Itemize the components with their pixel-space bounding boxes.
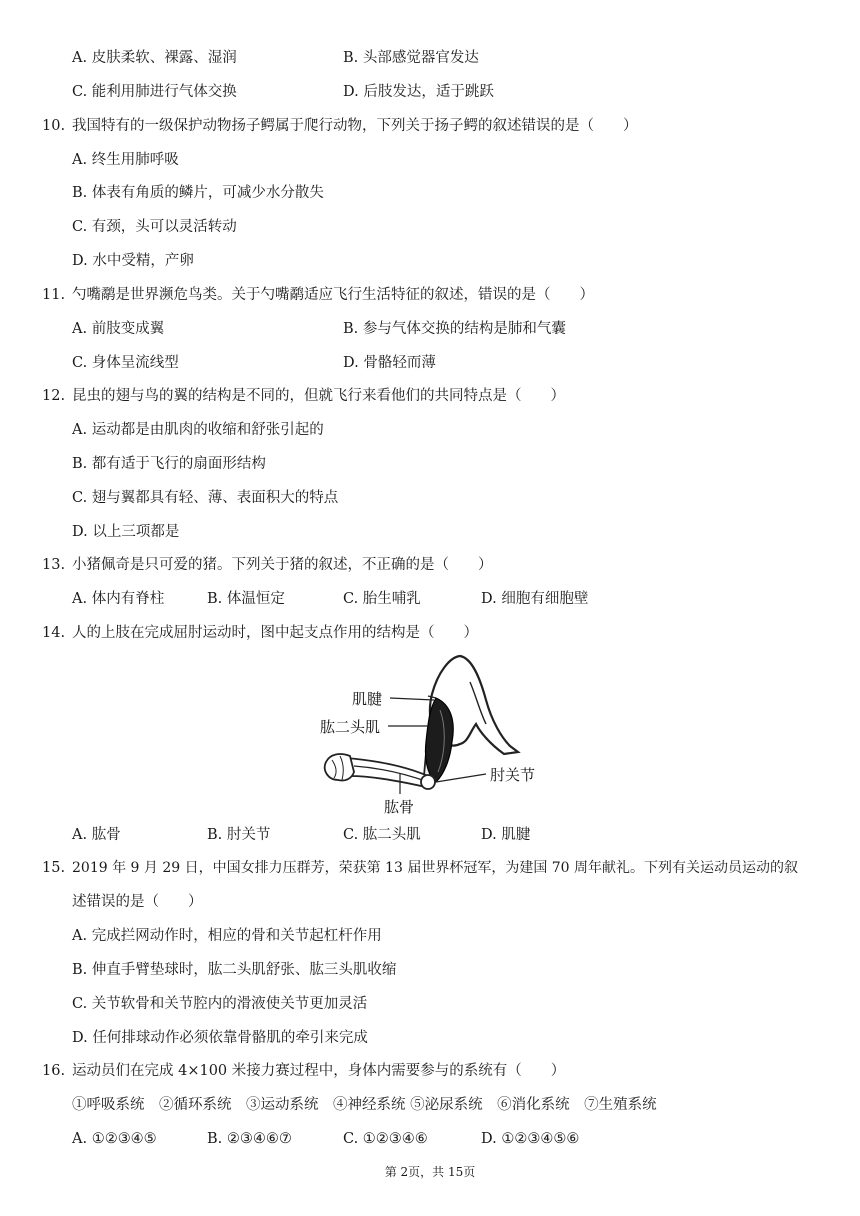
hand-outline [325, 754, 354, 781]
q9-option-d: D. 后肢发达，适于跳跃 [343, 84, 494, 100]
q16-option-b: B. ②③④⑥⑦ [207, 1131, 292, 1147]
q14-option-c: C. 肱二头肌 [343, 827, 421, 843]
q15-option-c: C. 关节软骨和关节腔内的滑液使关节更加灵活 [72, 996, 368, 1012]
page-footer: 第 2页，共 15页 [384, 1165, 476, 1179]
q9-option-b: B. 头部感觉器官发达 [343, 50, 479, 66]
q16-option-a: A. ①②③④⑤ [72, 1131, 157, 1147]
q15-stem-line1: 2019 年 9 月 29 日，中国女排力压群芳，荣获第 13 届世界杯冠军，为建国 70 周年献礼。下列有关运动员运动的叙 [72, 860, 799, 876]
q11-option-c: C. 身体呈流线型 [72, 355, 179, 371]
q11-stem: 勺嘴鹬是世界濒危鸟类。关于勺嘴鹬适应飞行生活特征的叙述，错误的是（ ） [72, 287, 594, 303]
q13-option-d: D. 细胞有细胞壁 [481, 591, 589, 607]
q13-option-b: B. 体温恒定 [207, 591, 285, 607]
q15-option-b: B. 伸直手臂垫球时，肱二头肌舒张、肱三头肌收缩 [72, 962, 397, 978]
q14-option-d: D. 肌腱 [481, 827, 531, 843]
q16-number: 16. [42, 1063, 66, 1079]
q9-option-c: C. 能利用肺进行气体交换 [72, 84, 237, 100]
elbow-joint [421, 775, 435, 789]
q11-option-a: A. 前肢变成翼 [72, 321, 165, 337]
q12-option-a: A. 运动都是由肌肉的收缩和舒张引起的 [72, 422, 324, 438]
q16-option-c: C. ①②③④⑥ [343, 1131, 428, 1147]
q12-stem: 昆虫的翅与鸟的翼的结构是不同的，但就飞行来看他们的共同特点是（ ） [72, 388, 565, 404]
q14-number: 14. [42, 625, 66, 641]
q16-stem: 运动员们在完成 4×100 米接力赛过程中，身体内需要参与的系统有（ ） [72, 1063, 566, 1079]
q10-number: 10. [42, 118, 66, 134]
q12-option-c: C. 翅与翼都具有轻、薄、表面积大的特点 [72, 490, 339, 506]
q15-option-a: A. 完成拦网动作时，相应的骨和关节起杠杆作用 [72, 928, 382, 944]
q11-number: 11. [42, 287, 66, 303]
label-tendon: 肌腱 [352, 690, 383, 708]
q10-option-a: A. 终生用肺呼吸 [72, 152, 179, 168]
q13-option-a: A. 体内有脊柱 [72, 591, 165, 607]
q11-option-d: D. 骨骼轻而薄 [343, 355, 436, 371]
q16-option-d: D. ①②③④⑤⑥ [481, 1131, 580, 1147]
q12-option-b: B. 都有适于飞行的扇面形结构 [72, 456, 266, 472]
q9-option-a: A. 皮肤柔软、裸露、湿润 [72, 50, 237, 66]
q11-option-b: B. 参与气体交换的结构是肺和气囊 [343, 321, 566, 337]
label-humerus: 肱骨 [384, 798, 415, 816]
q14-stem: 人的上肢在完成屈肘运动时，图中起支点作用的结构是（ ） [72, 625, 478, 641]
label-biceps: 肱二头肌 [320, 718, 381, 736]
q10-stem: 我国特有的一级保护动物扬子鳄属于爬行动物，下列关于扬子鳄的叙述错误的是（ ） [72, 118, 638, 134]
q15-number: 15. [42, 860, 66, 876]
arm-muscle-figure [310, 652, 535, 822]
label-elbow: 肘关节 [490, 766, 535, 784]
q12-option-d: D. 以上三项都是 [72, 524, 180, 540]
q14-option-b: B. 肘关节 [207, 827, 271, 843]
q15-stem-line2: 述错误的是（ ） [72, 894, 203, 910]
q13-option-c: C. 胎生哺乳 [343, 591, 421, 607]
q10-option-d: D. 水中受精，产卵 [72, 253, 194, 269]
forearm-bones [346, 758, 430, 788]
q14-option-a: A. 肱骨 [72, 827, 121, 843]
q13-number: 13. [42, 557, 66, 573]
q15-option-d: D. 任何排球动作必须依靠骨骼肌的牵引来完成 [72, 1030, 368, 1046]
q16-systems-list: ①呼吸系统 ②循环系统 ③运动系统 ④神经系统 ⑤泌尿系统 ⑥消化系统 ⑦生殖系统 [72, 1097, 657, 1113]
q10-option-b: B. 体表有角质的鳞片，可减少水分散失 [72, 185, 324, 201]
q12-number: 12. [42, 388, 66, 404]
q10-option-c: C. 有颈，头可以灵活转动 [72, 219, 237, 235]
q13-stem: 小猪佩奇是只可爱的猪。下列关于猪的叙述，不正确的是（ ） [72, 557, 493, 573]
